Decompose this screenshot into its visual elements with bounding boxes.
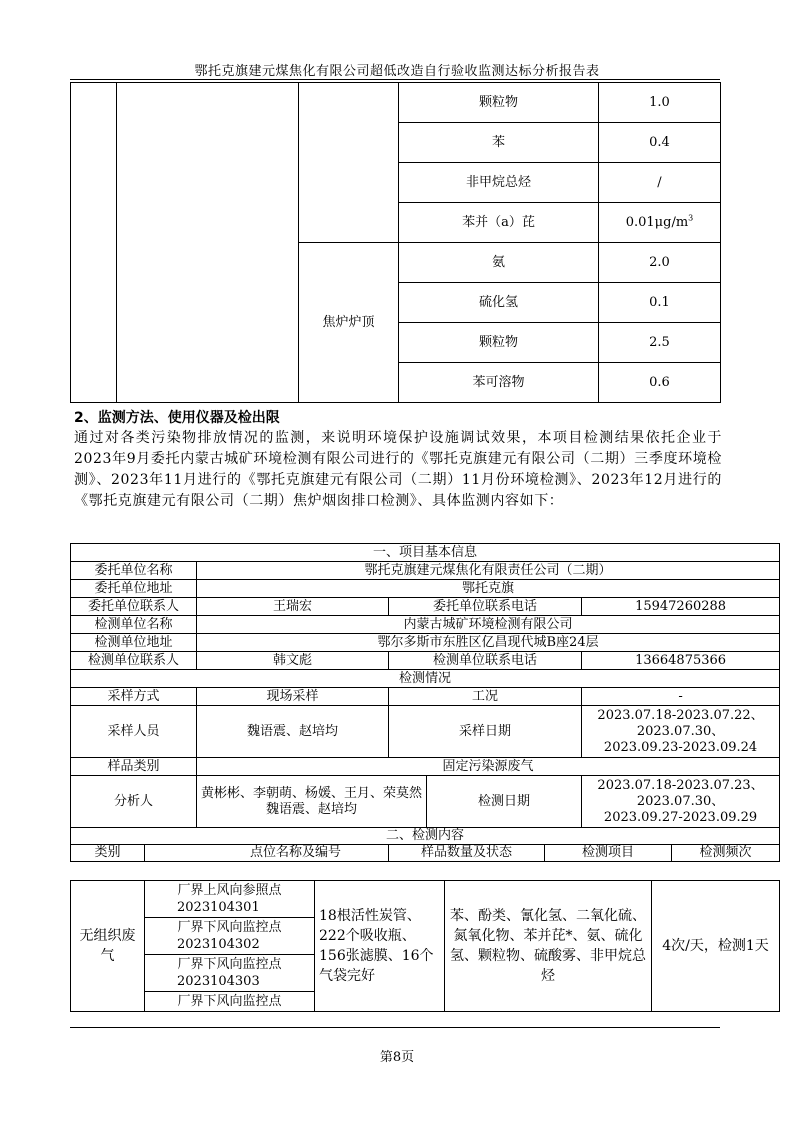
analysts-value: [197, 776, 427, 828]
monitoring-content-table: [70, 880, 780, 1012]
header-divider: [70, 79, 720, 80]
point-name: 厂界下风向监控点: [177, 920, 282, 935]
item-cell: 苯: [399, 123, 599, 163]
section-heading: 2、监测方法、使用仪器及检出限: [74, 410, 280, 426]
lab-contact-value: 韩文彪: [197, 652, 389, 670]
client-phone-value: 15947260288: [582, 598, 780, 616]
client-phone-label: 委托单位联系电话: [389, 598, 582, 616]
location-cell-b: 焦炉炉顶: [299, 243, 399, 403]
sampling-method-value: 现场采样: [197, 688, 389, 706]
point-name: 厂界上风向参照点: [177, 883, 282, 898]
date-line: 2023.07.18-2023.07.22、: [597, 707, 764, 723]
test-date-value: [582, 776, 780, 828]
item-cell: 非甲烷总烃: [399, 163, 599, 203]
source-cell: [117, 83, 299, 403]
date-line: 2023.07.30、: [636, 723, 725, 739]
point-cell: [145, 992, 315, 1012]
item-cell: 颗粒物: [399, 83, 599, 123]
condition-label: 工况: [389, 688, 582, 706]
col-header-frequency: 检测频次: [672, 845, 780, 862]
analyst-line: 魏语震、赵培均: [265, 801, 357, 817]
client-contact-label: 委托单位联系人: [71, 598, 197, 616]
value-cell: 2.0: [599, 243, 721, 283]
point-code: 2023104302: [177, 937, 260, 952]
items-cell: 苯、酚类、氰化氢、二氧化硫、氮氧化物、苯并芘*、氨、硫化氢、颗粒物、硫酸雾、非甲烷总烃: [445, 881, 652, 1012]
point-name: 厂界下风向监控点: [177, 957, 282, 972]
monitoring-info-table: [70, 543, 780, 862]
point-cell: [145, 918, 315, 955]
limits-table: [70, 82, 721, 403]
date-line: 2023.09.23-2023.09.24: [603, 739, 758, 755]
point-name: 厂界下风向监控点: [177, 994, 282, 1009]
col-header-samples: 样品数量及状态: [389, 845, 545, 862]
point-cell: [145, 955, 315, 992]
point-code: 2023104301: [177, 900, 260, 915]
item-cell: 硫化氢: [399, 283, 599, 323]
client-name-value: 鄂托克旗建元煤焦化有限责任公司（二期）: [197, 562, 780, 580]
sample-type-label: 样品类别: [71, 758, 197, 776]
samples-cell: 18根活性炭管、222个吸收瓶、156张滤膜、16个气袋完好: [315, 881, 445, 1012]
lab-name-value: 内蒙古城矿环境检测有限公司: [197, 616, 780, 634]
client-contact-value: 王瑞宏: [197, 598, 389, 616]
sample-type-value: 固定污染源废气: [197, 758, 780, 776]
item-cell: 氨: [399, 243, 599, 283]
value-cell: 2.5: [599, 323, 721, 363]
col-header-items: 检测项目: [545, 845, 672, 862]
sampling-method-label: 采样方式: [71, 688, 197, 706]
lab-name-label: 检测单位名称: [71, 616, 197, 634]
date-line: 2023.07.30、: [636, 793, 725, 809]
analyst-line: 黄彬彬、李朝萌、杨媛、王月、荣莫然: [200, 785, 422, 801]
location-cell-a: [299, 83, 399, 243]
col-header-category: 类别: [71, 845, 145, 862]
col-header-point: 点位名称及编号: [145, 845, 389, 862]
client-addr-label: 委托单位地址: [71, 580, 197, 598]
unit-superscript: 3: [688, 213, 694, 223]
section-paragraph: 通过对各类污染物排放情况的监测，来说明环境保护设施调试效果，本项目检测结果依托企业于2023年9月委托内蒙古城矿环境检测有限公司进行的《鄂托克旗建元有限公司（二期）三季度环境检测》、2023年11月进行的《鄂托克旗建元有限公司（二期）11月份环境检测》、2023年12月进行的《鄂托克旗建元有限公司（二期）焦炉烟囱排口检测》、具体监测内容如下：: [74, 430, 722, 509]
sampling-date-label: 采样日期: [389, 706, 582, 758]
category-cell: [71, 83, 117, 403]
date-line: 2023.07.18-2023.07.23、: [597, 777, 764, 793]
item-cell: 苯可溶物: [399, 363, 599, 403]
page-number: 第8页: [379, 1050, 415, 1065]
value-cell: [599, 203, 721, 243]
status-section-title: 检测情况: [71, 670, 780, 688]
category-cell: 无组织废气: [71, 881, 145, 1012]
test-date-label: 检测日期: [427, 776, 582, 828]
condition-value: -: [582, 688, 780, 706]
content-section-title: 二、检测内容: [71, 828, 780, 845]
lab-contact-label: 检测单位联系人: [71, 652, 197, 670]
value-cell: 0.4: [599, 123, 721, 163]
lab-phone-label: 检测单位联系电话: [389, 652, 582, 670]
samplers-value: 魏语震、赵培均: [197, 706, 389, 758]
samplers-label: 采样人员: [71, 706, 197, 758]
value-cell: 1.0: [599, 83, 721, 123]
value-cell: /: [599, 163, 721, 203]
value-cell: 0.6: [599, 363, 721, 403]
item-cell: 颗粒物: [399, 323, 599, 363]
client-addr-value: 鄂托克旗: [197, 580, 780, 598]
page-header-title: 鄂托克旗建元煤焦化有限公司超低改造自行验收监测达标分析报告表: [194, 64, 600, 79]
value-text: 0.01μg/m: [625, 215, 689, 230]
lab-phone-value: 13664875366: [582, 652, 780, 670]
lab-addr-value: 鄂尔多斯市东胜区亿昌现代城B座24层: [197, 634, 780, 652]
footer-divider: [70, 1027, 720, 1028]
client-name-label: 委托单位名称: [71, 562, 197, 580]
info-section-title: 一、项目基本信息: [71, 544, 780, 562]
frequency-cell: 4次/天，检测1天: [652, 881, 780, 1012]
point-code: 2023104303: [177, 974, 260, 989]
analysts-label: 分析人: [71, 776, 197, 828]
lab-addr-label: 检测单位地址: [71, 634, 197, 652]
point-cell: [145, 881, 315, 918]
item-cell: 苯并（a）芘: [399, 203, 599, 243]
date-line: 2023.09.27-2023.09.29: [603, 809, 758, 825]
sampling-date-value: [582, 706, 780, 758]
value-cell: 0.1: [599, 283, 721, 323]
